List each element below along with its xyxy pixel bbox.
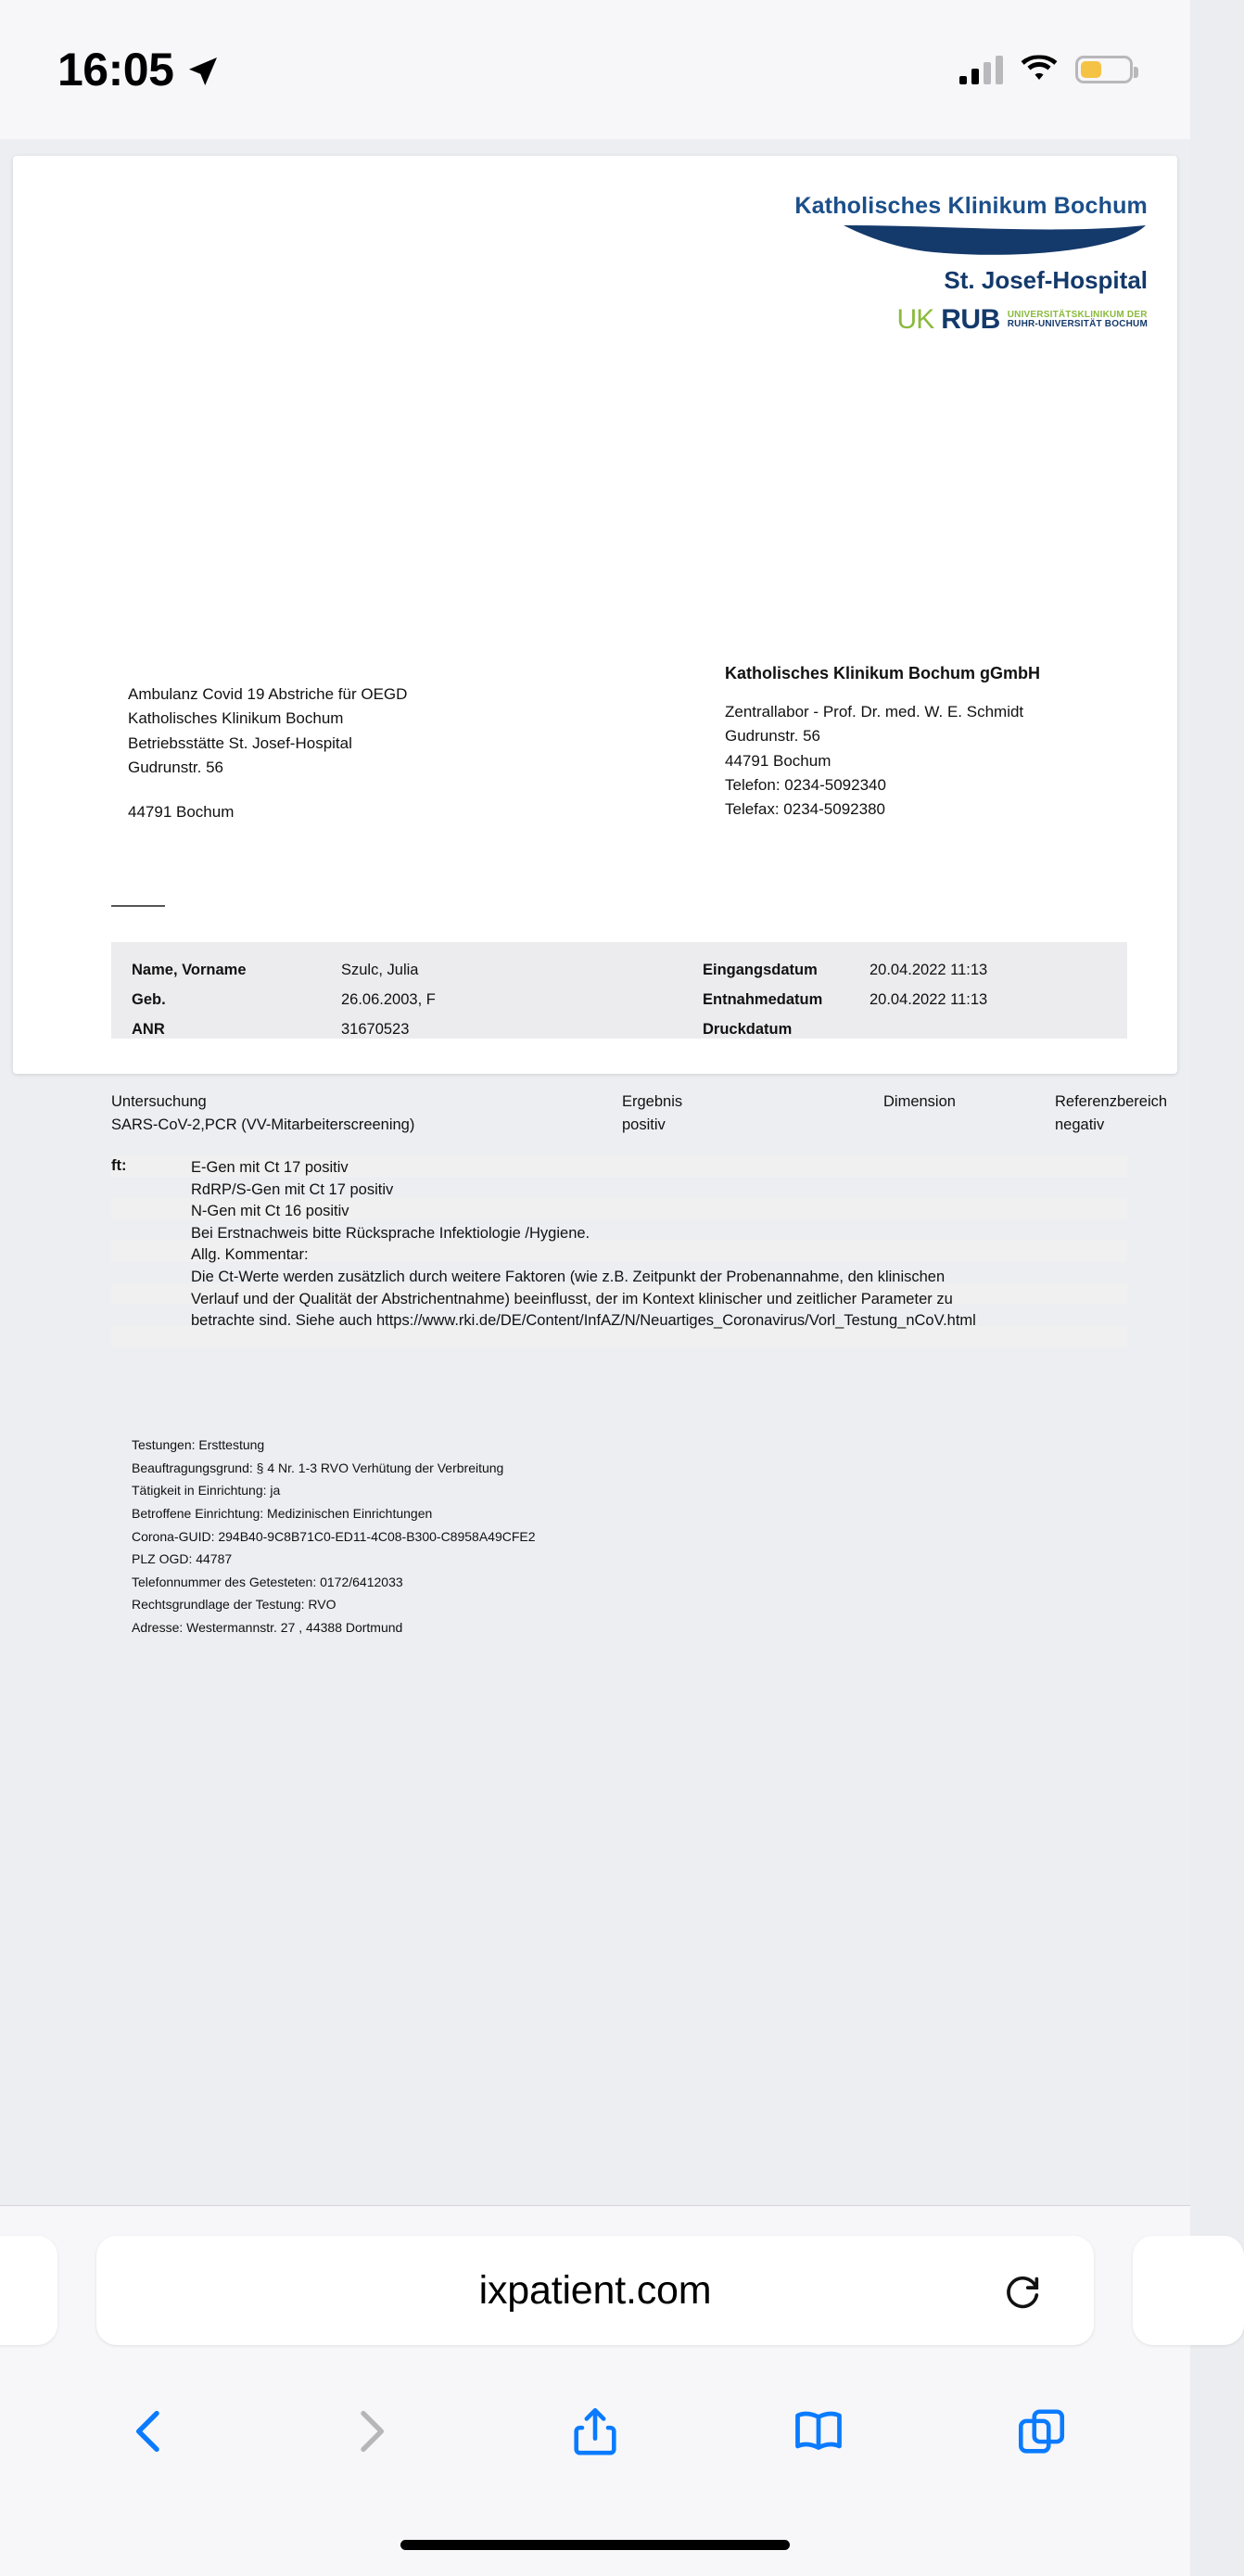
meta-line-9: Adresse: Westermannstr. 27 , 44388 Dortmund bbox=[132, 1620, 403, 1635]
findings-line-8: betrachte sind. Siehe auch https://www.rki.de/DE/Content/InfAZ/N/Neuartiges_Coronavirus/Vorl_Testung_nCoV.html bbox=[191, 1312, 976, 1330]
tab-strip[interactable] bbox=[0, 2236, 1190, 2345]
result-col-referenzbereich bbox=[1055, 1090, 1167, 1137]
findings-line-7: Verlauf und der Qualität der Abstrichentnahme) beeinflusst, der im Kontext klinischer und zeitlicher Parameter zu bbox=[191, 1290, 953, 1307]
sample-label-received: Eingangsdatum bbox=[703, 962, 818, 978]
share-button[interactable] bbox=[551, 2387, 640, 2476]
tabs-button[interactable] bbox=[997, 2387, 1086, 2476]
forward-button[interactable] bbox=[327, 2387, 416, 2476]
browser-toolbar bbox=[0, 2380, 1190, 2482]
wifi-icon bbox=[1020, 53, 1059, 87]
sample-labels bbox=[703, 955, 822, 1045]
status-bar-left bbox=[57, 43, 220, 96]
next-tab-peek[interactable] bbox=[1133, 2236, 1244, 2345]
sample-values bbox=[870, 955, 987, 1014]
result-header-ergebnis: Ergebnis bbox=[622, 1093, 683, 1110]
recipient-address bbox=[128, 682, 407, 825]
result-col-ergebnis bbox=[622, 1090, 682, 1137]
findings-line-2: RdRP/S-Gen mit Ct 17 positiv bbox=[191, 1180, 394, 1198]
rub-uk-text: UK bbox=[896, 304, 934, 335]
sample-value-received: 20.04.2022 11:13 bbox=[870, 962, 988, 978]
url-text: ixpatient.com bbox=[478, 2267, 712, 2313]
result-value-referenzbereich: negativ bbox=[1055, 1116, 1105, 1133]
meta-line-8: Rechtsgrundlage der Testung: RVO bbox=[132, 1597, 336, 1613]
sender-line-5: Telefax: 0234-5092380 bbox=[725, 800, 885, 819]
hospital-logo bbox=[740, 193, 1148, 336]
meta-line-3: Tätigkeit in Einrichtung: ja bbox=[132, 1483, 281, 1498]
result-value-untersuchung: SARS-CoV-2,PCR (VV-Mitarbeiterscreening) bbox=[111, 1116, 415, 1133]
address-bar[interactable] bbox=[96, 2236, 1094, 2345]
result-header-referenzbereich: Referenzbereich bbox=[1055, 1093, 1168, 1110]
findings-label: ft: bbox=[111, 1157, 127, 1174]
findings-line-5: Allg. Kommentar: bbox=[191, 1246, 309, 1264]
result-value-ergebnis: positiv bbox=[622, 1116, 666, 1133]
patient-value-name: Szulc, Julia bbox=[341, 962, 419, 978]
sample-value-collected: 20.04.2022 11:13 bbox=[870, 991, 988, 1009]
meta-line-6: PLZ OGD: 44787 bbox=[132, 1551, 233, 1567]
meta-line-5: Corona-GUID: 294B40-9C8B71C0-ED11-4C08-B300-C8958A49CFE2 bbox=[132, 1528, 536, 1544]
sender-line-4: Telefon: 0234-5092340 bbox=[725, 775, 886, 794]
rub-sub-line2: RUHR-UNIVERSITÄT BOCHUM bbox=[1007, 319, 1148, 329]
patient-value-dob: 26.06.2003, F bbox=[341, 991, 436, 1009]
sender-title: Katholisches Klinikum Bochum gGmbH bbox=[725, 664, 1041, 682]
patient-info-band bbox=[111, 942, 1127, 1039]
recipient-line-4: Gudrunstr. 56 bbox=[128, 759, 224, 777]
patient-label-dob: Geb. bbox=[132, 991, 166, 1009]
patient-values bbox=[341, 955, 436, 1045]
home-indicator bbox=[400, 2540, 790, 2550]
meta-line-7: Telefonnummer des Getesteten: 0172/6412033 bbox=[132, 1574, 403, 1589]
meta-line-4: Betroffene Einrichtung: Medizinischen Einrichtungen bbox=[132, 1505, 433, 1521]
recipient-line-3: Betriebsstätte St. Josef-Hospital bbox=[128, 733, 352, 752]
patient-value-anr: 31670523 bbox=[341, 1021, 410, 1039]
rub-logo bbox=[740, 304, 1148, 336]
chevron-left-icon bbox=[120, 2403, 177, 2460]
result-col-dimension bbox=[883, 1090, 956, 1114]
sample-label-collected: Entnahmedatum bbox=[703, 991, 823, 1009]
patient-labels bbox=[132, 955, 247, 1045]
recipient-line-1: Ambulanz Covid 19 Abstriche für OEGD bbox=[128, 685, 408, 703]
logo-hospital-name: St. Josef-Hospital bbox=[944, 266, 1148, 294]
chevron-right-icon bbox=[343, 2403, 400, 2460]
lab-report-document bbox=[13, 156, 1177, 1635]
status-bar-right bbox=[959, 53, 1133, 87]
previous-tab-peek[interactable] bbox=[0, 2236, 57, 2345]
sender-line-1: Zentrallabor - Prof. Dr. med. W. E. Schmidt bbox=[725, 702, 1024, 721]
findings-line-6: Die Ct-Werte werden zusätzlich durch weitere Faktoren (wie z.B. Zeitpunkt der Probenannahme, den klinischen bbox=[191, 1268, 946, 1285]
sender-address bbox=[725, 661, 1040, 823]
rub-sub-line1: UNIVERSITÄTSKLINIKUM DER bbox=[1007, 309, 1148, 320]
sender-line-2: Gudrunstr. 56 bbox=[725, 727, 821, 746]
web-content-area[interactable] bbox=[13, 156, 1177, 1635]
recipient-line-2: Katholisches Klinikum Bochum bbox=[128, 709, 344, 728]
findings-line-1: E-Gen mit Ct 17 positiv bbox=[191, 1159, 349, 1176]
reload-icon[interactable] bbox=[1001, 2269, 1044, 2312]
patient-label-anr: ANR bbox=[132, 1021, 165, 1039]
back-button[interactable] bbox=[104, 2387, 193, 2476]
bookmarks-button[interactable] bbox=[774, 2387, 863, 2476]
rub-word-text: RUB bbox=[941, 304, 1000, 335]
findings-text bbox=[191, 1157, 1127, 1333]
sender-line-3: 44791 Bochum bbox=[725, 751, 831, 770]
logo-clinic-name: Katholisches Klinikum Bochum bbox=[794, 193, 1148, 219]
report-meta-block bbox=[132, 1434, 536, 1639]
logo-swoosh-icon bbox=[842, 223, 1148, 261]
browser-bottom-bar bbox=[0, 2205, 1190, 2576]
location-arrow-icon bbox=[186, 51, 220, 88]
recipient-line-5: 44791 Bochum bbox=[128, 803, 235, 822]
findings-line-4: Bei Erstnachweis bitte Rücksprache Infektiologie /Hygiene. bbox=[191, 1224, 590, 1242]
meta-line-2: Beauftragungsgrund: § 4 Nr. 1-3 RVO Verhütung der Verbreitung bbox=[132, 1460, 504, 1475]
book-icon bbox=[791, 2404, 846, 2459]
share-icon bbox=[568, 2404, 622, 2458]
findings-line-3: N-Gen mit Ct 16 positiv bbox=[191, 1203, 349, 1220]
status-bar bbox=[0, 0, 1190, 139]
meta-line-1: Testungen: Ersttestung bbox=[132, 1437, 265, 1452]
patient-label-name: Name, Vorname bbox=[132, 962, 247, 978]
cellular-signal-icon bbox=[959, 55, 1003, 84]
rub-subtitle bbox=[1008, 311, 1148, 330]
divider-rule bbox=[111, 905, 165, 907]
result-col-untersuchung bbox=[111, 1090, 414, 1137]
battery-icon bbox=[1075, 56, 1133, 83]
sample-label-printed: Druckdatum bbox=[703, 1021, 793, 1039]
tabs-icon bbox=[1015, 2404, 1069, 2458]
result-header-dimension: Dimension bbox=[883, 1093, 956, 1110]
status-time: 16:05 bbox=[57, 44, 174, 96]
result-header-untersuchung: Untersuchung bbox=[111, 1093, 207, 1110]
